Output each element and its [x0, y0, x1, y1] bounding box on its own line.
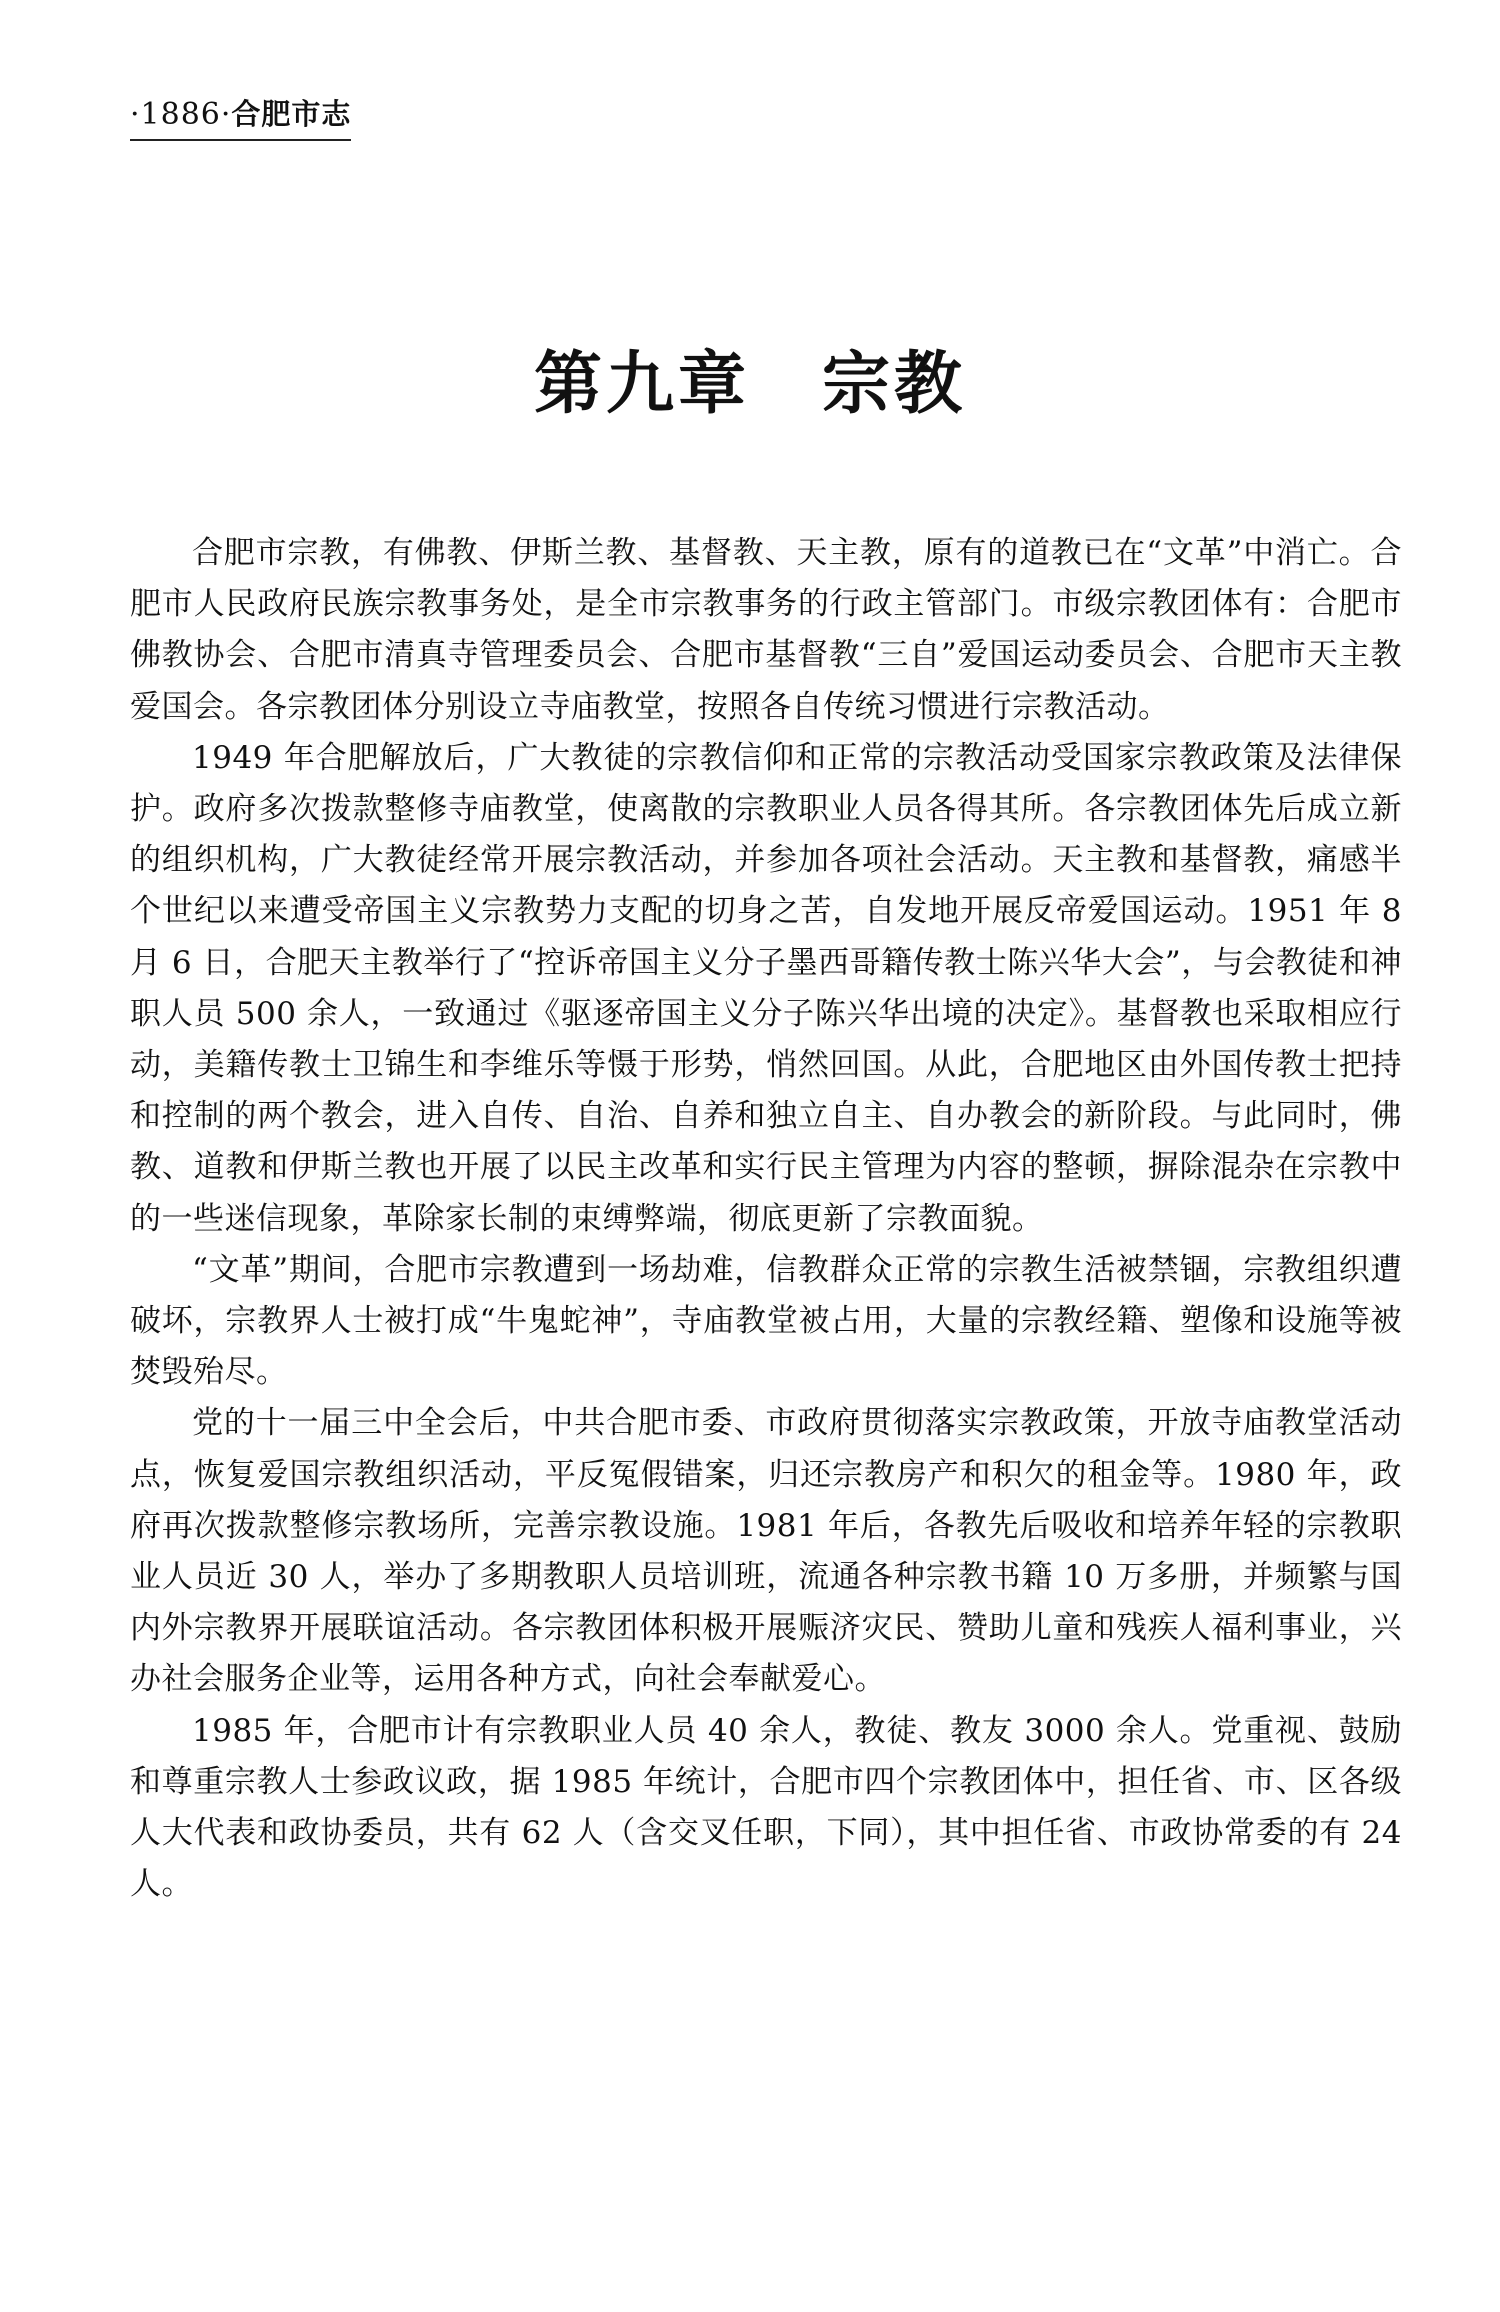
paragraph: 1985 年，合肥市计有宗教职业人员 40 余人，教徒、教友 3000 余人。党重视、鼓励和尊重宗教人士参政议政，据 1985 年统计，合肥市四个宗教团体中，担任省、市、区各级人大代表和政协委员，共有 62 人（含交叉任职，下同），其中担任省、市政协常委的有 24 人。: [130, 1712, 1402, 1903]
running-header: [130, 92, 351, 141]
paragraph: “文革”期间，合肥市宗教遭到一场劫难，信教群众正常的宗教生活被禁锢，宗教组织遭破坏，宗教界人士被打成“牛鬼蛇神”，寺庙教堂被占用，大量的宗教经籍、塑像和设施等被焚毁殆尽。: [130, 1251, 1402, 1391]
paragraph: 党的十一届三中全会后，中共合肥市委、市政府贯彻落实宗教政策，开放寺庙教堂活动点，恢复爱国宗教组织活动，平反冤假错案，归还宗教房产和积欠的租金等。1980 年，政府再次拨款整修宗教场所，完善宗教设施。1981 年后，各教先后吸收和培养年轻的宗教职业人员近 30 人，举办了多期教职人员培训班，流通各种宗教书籍 10 万多册，并频繁与国内外宗教界开展联谊活动。各宗教团体积极开展赈济灾民、赞助儿童和残疾人福利事业，兴办社会服务企业等，运用各种方式，向社会奉献爱心。: [130, 1405, 1402, 1698]
book-title: 合肥市志: [231, 97, 352, 131]
body-text: [130, 528, 1402, 1910]
chapter-title: 第九章 宗教: [533, 345, 966, 424]
paragraph: 1949 年合肥解放后，广大教徒的宗教信仰和正常的宗教活动受国家宗教政策及法律保护。政府多次拨款整修寺庙教堂，使离散的宗教职业人员各得其所。各宗教团体先后成立新的组织机构，广大教徒经常开展宗教活动，并参加各项社会活动。天主教和基督教，痛感半个世纪以来遭受帝国主义宗教势力支配的切身之苦，自发地开展反帝爱国运动。1951 年 8 月 6 日，合肥天主教举行了“控诉帝国主义分子墨西哥籍传教士陈兴华大会”，与会教徒和神职人员 500 余人，一致通过《驱逐帝国主义分子陈兴华出境的决定》。基督教也采取相应行动，美籍传教士卫锦生和李维乐等慑于形势，悄然回国。从此，合肥地区由外国传教士把持和控制的两个教会，进入自传、自治、自养和独立自主、自办教会的新阶段。与此同时，佛教、道教和伊斯兰教也开展了以民主改革和实行民主管理为内容的整顿，摒除混杂在宗教中的一些迷信现象，革除家长制的束缚弊端，彻底更新了宗教面貌。: [130, 739, 1402, 1237]
paragraph: 合肥市宗教，有佛教、伊斯兰教、基督教、天主教，原有的道教已在“文革”中消亡。合肥市人民政府民族宗教事务处，是全市宗教事务的行政主管部门。市级宗教团体有：合肥市佛教协会、合肥市清真寺管理委员会、合肥市基督教“三自”爱国运动委员会、合肥市天主教爱国会。各宗教团体分别设立寺庙教堂，按照各自传统习惯进行宗教活动。: [130, 535, 1402, 725]
page-number: ·1886·: [130, 97, 232, 132]
